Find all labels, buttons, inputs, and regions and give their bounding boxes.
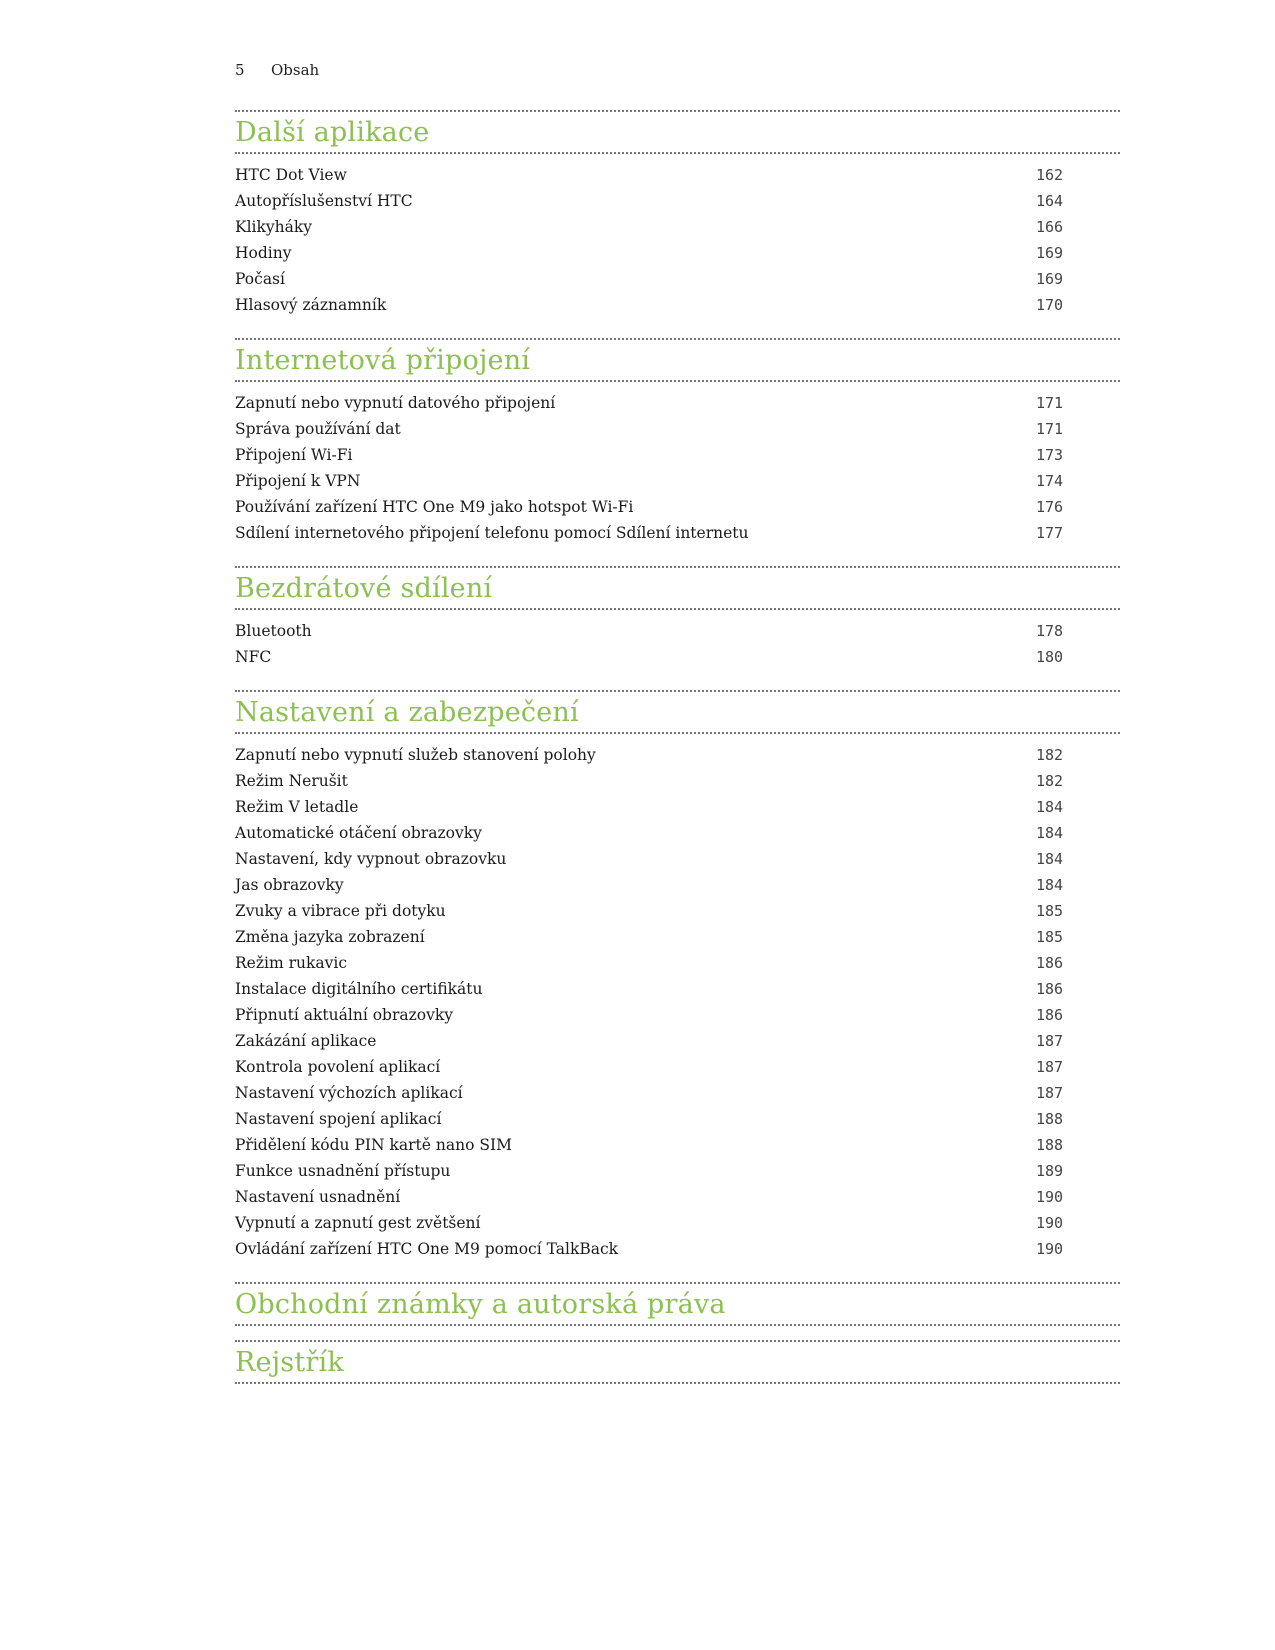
toc-entry[interactable] bbox=[235, 1080, 1120, 1106]
entry-page-number: 169 bbox=[1036, 244, 1064, 262]
toc-entry[interactable] bbox=[235, 618, 1120, 644]
entry-page-number: 185 bbox=[1036, 902, 1064, 920]
entry-page-number: 171 bbox=[1036, 394, 1064, 412]
section-heading[interactable] bbox=[235, 338, 1120, 382]
entry-title: Sdílení internetového připojení telefonu pomocí Sdílení internetu bbox=[235, 524, 749, 542]
entry-page-number: 173 bbox=[1036, 446, 1064, 464]
entry-page-number: 177 bbox=[1036, 524, 1064, 542]
section-title: Internetová připojení bbox=[235, 345, 531, 376]
toc-entry[interactable] bbox=[235, 240, 1120, 266]
entry-title: Hodiny bbox=[235, 244, 292, 262]
toc-entry[interactable] bbox=[235, 1106, 1120, 1132]
toc-entry[interactable] bbox=[235, 846, 1120, 872]
entry-title: Režim V letadle bbox=[235, 798, 359, 816]
entry-page-number: 186 bbox=[1036, 954, 1064, 972]
section-title: Nastavení a zabezpečení bbox=[235, 697, 579, 728]
entry-page-number: 182 bbox=[1036, 746, 1064, 764]
entry-page-number: 176 bbox=[1036, 498, 1064, 516]
toc-entry[interactable] bbox=[235, 214, 1120, 240]
entry-title: Nastavení, kdy vypnout obrazovku bbox=[235, 850, 507, 868]
entry-title: Zapnutí nebo vypnutí datového připojení bbox=[235, 394, 556, 412]
page-header bbox=[235, 61, 319, 79]
entry-title: Bluetooth bbox=[235, 622, 312, 640]
toc-entry[interactable] bbox=[235, 1236, 1120, 1262]
entry-page-number: 188 bbox=[1036, 1110, 1064, 1128]
toc-entry[interactable] bbox=[235, 1054, 1120, 1080]
entry-page-number: 185 bbox=[1036, 928, 1064, 946]
entry-title: Kontrola povolení aplikací bbox=[235, 1058, 441, 1076]
entry-title: Správa používání dat bbox=[235, 420, 401, 438]
table-of-contents bbox=[235, 110, 1120, 1398]
entry-page-number: 171 bbox=[1036, 420, 1064, 438]
entry-page-number: 169 bbox=[1036, 270, 1064, 288]
toc-entry[interactable] bbox=[235, 1210, 1120, 1236]
toc-entry[interactable] bbox=[235, 768, 1120, 794]
entry-page-number: 187 bbox=[1036, 1058, 1064, 1076]
entry-title: Nastavení spojení aplikací bbox=[235, 1110, 442, 1128]
section-title: Rejstřík bbox=[235, 1347, 344, 1378]
entry-title: Změna jazyka zobrazení bbox=[235, 928, 425, 946]
toc-entry[interactable] bbox=[235, 416, 1120, 442]
entry-page-number: 187 bbox=[1036, 1084, 1064, 1102]
entry-page-number: 164 bbox=[1036, 192, 1064, 210]
entry-page-number: 184 bbox=[1036, 850, 1064, 868]
section-heading[interactable] bbox=[235, 1282, 1120, 1326]
toc-section bbox=[235, 1340, 1120, 1384]
entry-title: Nastavení usnadnění bbox=[235, 1188, 401, 1206]
entry-title: Hlasový záznamník bbox=[235, 296, 387, 314]
entry-page-number: 184 bbox=[1036, 798, 1064, 816]
entry-title: Zapnutí nebo vypnutí služeb stanovení polohy bbox=[235, 746, 596, 764]
entry-list bbox=[235, 618, 1120, 676]
section-heading[interactable] bbox=[235, 566, 1120, 610]
toc-entry[interactable] bbox=[235, 188, 1120, 214]
section-heading[interactable] bbox=[235, 690, 1120, 734]
entry-title: Funkce usnadnění přístupu bbox=[235, 1162, 451, 1180]
section-heading[interactable] bbox=[235, 1340, 1120, 1384]
entry-title: Jas obrazovky bbox=[235, 876, 344, 894]
toc-entry[interactable] bbox=[235, 742, 1120, 768]
entry-title: Zakázání aplikace bbox=[235, 1032, 377, 1050]
toc-entry[interactable] bbox=[235, 924, 1120, 950]
toc-entry[interactable] bbox=[235, 1002, 1120, 1028]
toc-entry[interactable] bbox=[235, 292, 1120, 318]
toc-entry[interactable] bbox=[235, 898, 1120, 924]
toc-section bbox=[235, 1282, 1120, 1326]
entry-title: Režim rukavic bbox=[235, 954, 348, 972]
entry-title: Autopříslušenství HTC bbox=[235, 192, 413, 210]
entry-title: Nastavení výchozích aplikací bbox=[235, 1084, 463, 1102]
toc-entry[interactable] bbox=[235, 794, 1120, 820]
section-title: Bezdrátové sdílení bbox=[235, 573, 493, 604]
section-heading[interactable] bbox=[235, 110, 1120, 154]
toc-entry[interactable] bbox=[235, 390, 1120, 416]
entry-title: Počasí bbox=[235, 270, 285, 288]
entry-list bbox=[235, 162, 1120, 324]
entry-title: Klikyháky bbox=[235, 218, 313, 236]
entry-page-number: 182 bbox=[1036, 772, 1064, 790]
toc-entry[interactable] bbox=[235, 442, 1120, 468]
toc-entry[interactable] bbox=[235, 1028, 1120, 1054]
toc-entry[interactable] bbox=[235, 162, 1120, 188]
toc-entry[interactable] bbox=[235, 950, 1120, 976]
toc-section bbox=[235, 690, 1120, 1268]
entry-page-number: 180 bbox=[1036, 648, 1064, 666]
entry-list bbox=[235, 390, 1120, 552]
toc-entry[interactable] bbox=[235, 1132, 1120, 1158]
toc-entry[interactable] bbox=[235, 468, 1120, 494]
entry-title: Instalace digitálního certifikátu bbox=[235, 980, 483, 998]
entry-title: Vypnutí a zapnutí gest zvětšení bbox=[235, 1214, 481, 1232]
toc-entry[interactable] bbox=[235, 1184, 1120, 1210]
toc-section bbox=[235, 566, 1120, 676]
entry-title: Připojení Wi-Fi bbox=[235, 446, 353, 464]
section-title: Další aplikace bbox=[235, 117, 430, 148]
entry-title: Připojení k VPN bbox=[235, 472, 361, 490]
entry-page-number: 166 bbox=[1036, 218, 1064, 236]
entry-page-number: 190 bbox=[1036, 1240, 1064, 1258]
entry-page-number: 190 bbox=[1036, 1188, 1064, 1206]
entry-title: Automatické otáčení obrazovky bbox=[235, 824, 482, 842]
toc-entry[interactable] bbox=[235, 872, 1120, 898]
entry-page-number: 189 bbox=[1036, 1162, 1064, 1180]
entry-title: Připnutí aktuální obrazovky bbox=[235, 1006, 454, 1024]
header-title: Obsah bbox=[271, 61, 320, 79]
entry-page-number: 186 bbox=[1036, 1006, 1064, 1024]
toc-entry[interactable] bbox=[235, 494, 1120, 520]
section-title: Obchodní známky a autorská práva bbox=[235, 1289, 726, 1320]
entry-title: Režim Nerušit bbox=[235, 772, 348, 790]
page-number: 5 bbox=[235, 61, 245, 79]
entry-page-number: 170 bbox=[1036, 296, 1064, 314]
toc-entry[interactable] bbox=[235, 1158, 1120, 1184]
entry-page-number: 186 bbox=[1036, 980, 1064, 998]
entry-title: NFC bbox=[235, 648, 272, 666]
entry-title: Zvuky a vibrace při dotyku bbox=[235, 902, 446, 920]
entry-page-number: 174 bbox=[1036, 472, 1064, 490]
toc-entry[interactable] bbox=[235, 820, 1120, 846]
entry-title: Používání zařízení HTC One M9 jako hotspot Wi-Fi bbox=[235, 498, 634, 516]
entry-page-number: 187 bbox=[1036, 1032, 1064, 1050]
toc-section bbox=[235, 110, 1120, 324]
toc-entry[interactable] bbox=[235, 976, 1120, 1002]
entry-page-number: 188 bbox=[1036, 1136, 1064, 1154]
entry-title: Přidělení kódu PIN kartě nano SIM bbox=[235, 1136, 512, 1154]
toc-entry[interactable] bbox=[235, 266, 1120, 292]
toc-entry[interactable] bbox=[235, 644, 1120, 670]
entry-page-number: 190 bbox=[1036, 1214, 1064, 1232]
entry-title: Ovládání zařízení HTC One M9 pomocí TalkBack bbox=[235, 1240, 619, 1258]
entry-page-number: 178 bbox=[1036, 622, 1064, 640]
entry-list bbox=[235, 742, 1120, 1268]
entry-page-number: 184 bbox=[1036, 824, 1064, 842]
toc-section bbox=[235, 338, 1120, 552]
toc-entry[interactable] bbox=[235, 520, 1120, 546]
entry-title: HTC Dot View bbox=[235, 166, 347, 184]
entry-page-number: 162 bbox=[1036, 166, 1064, 184]
entry-page-number: 184 bbox=[1036, 876, 1064, 894]
